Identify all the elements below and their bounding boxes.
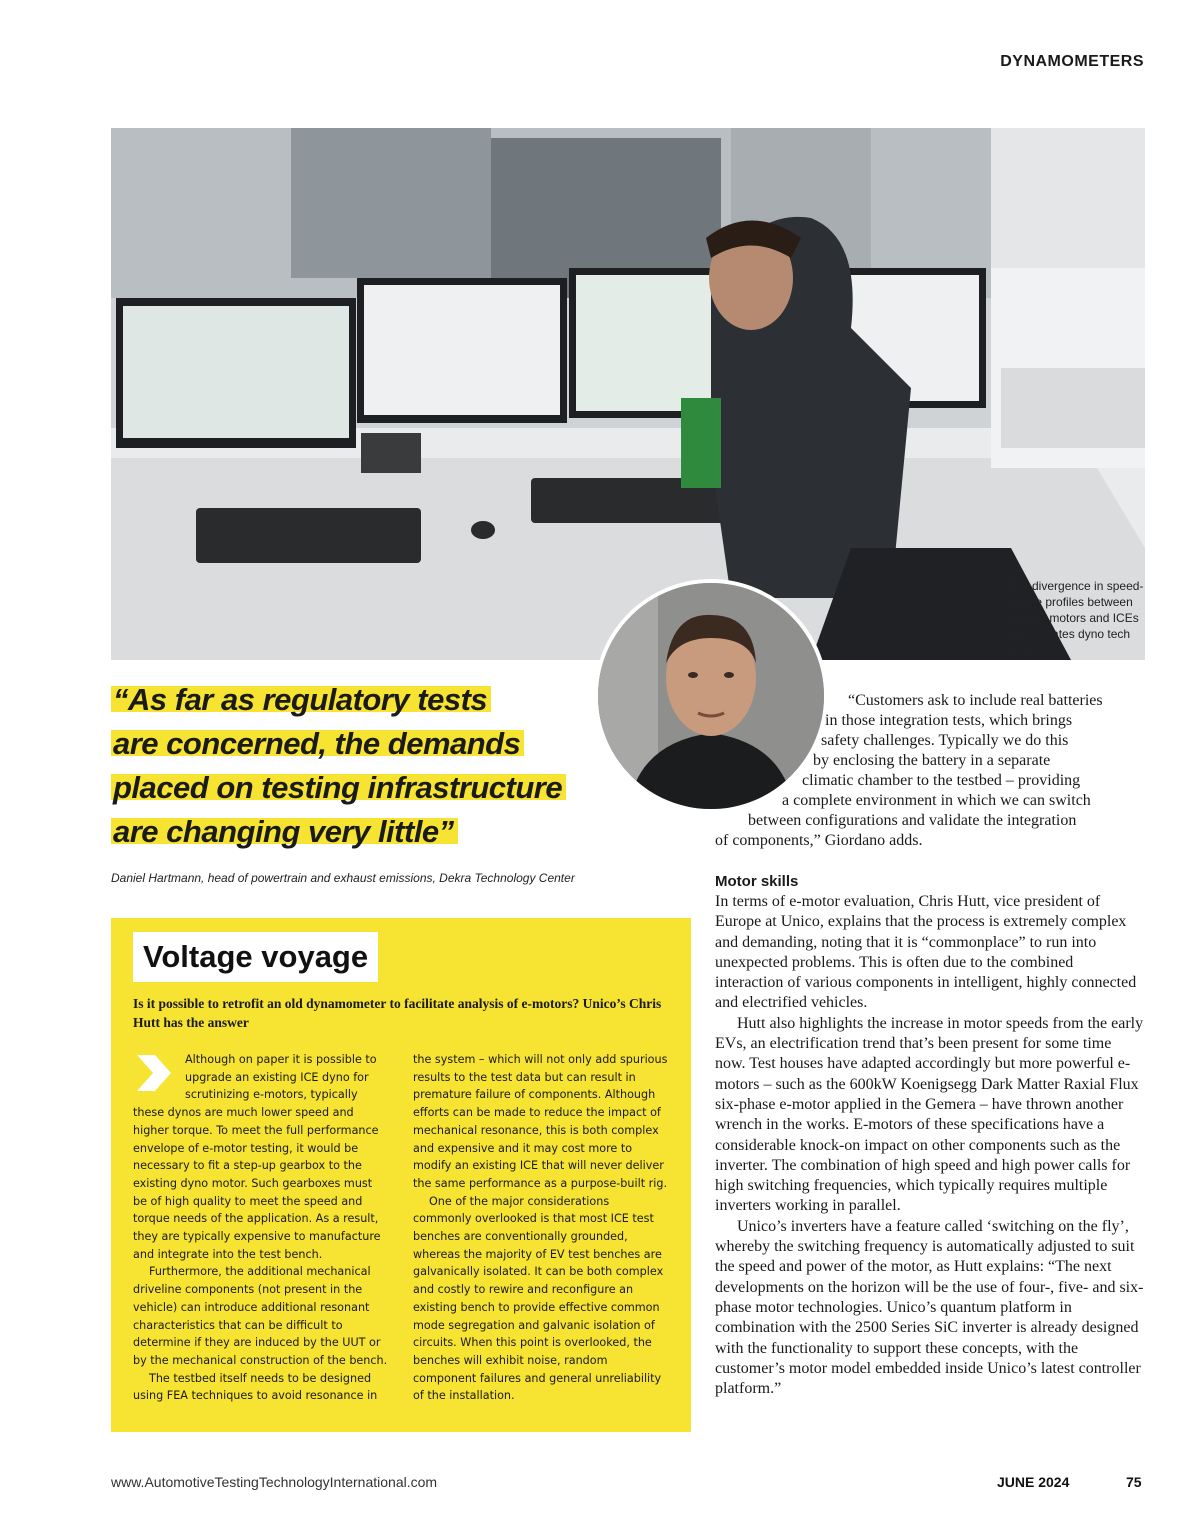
article-paragraph: Unico’s inverters have a feature called ‘switching on the fly’, whereby the switching frequency is automatically adjusted to suit the speed and power of the motor, as Hutt explains: “The next developments on the horizon will be the use of four-, five- and six-phase motor technologies. Unico’s quantum platform in combination with the 2500 Series SiC inverter is already designed with the functionality to support these concepts, with the customer’s motor model embedded inside Unico’s latest controller platform.”	[715, 1217, 1144, 1398]
sidebar-title: Voltage voyage	[143, 939, 369, 974]
footer-url: www.AutomotiveTestingTechnologyInternational.com	[111, 1474, 438, 1490]
sidebar-paragraph: the system – which will not only add spurious results to the test data but can result in premature failure of components. Although efforts can be made to reduce the impact of mechanical resonance, this is both complex and expensive and it may cost more to modify an existing ICE that will never deliver the same performance as a purpose-built rig.	[413, 1053, 668, 1190]
customer-quote	[715, 691, 1145, 851]
quote-line: between configurations and validate the integration	[748, 812, 1077, 829]
article-paragraph: In terms of e-motor evaluation, Chris Hutt, vice president of Europe at Unico, explains that the process is extremely complex and demanding, noting that it is “commonplace” to run into unexpected problems. This is often due to the combined interaction of various components in intelligent, highly connected and electrified vehicles.	[715, 893, 1137, 1012]
sidebar-paragraph: Furthermore, the additional mechanical driveline components (not present in the vehicle) can introduce additional resonant characteristics that can be difficult to determine if they are induced by the UUT or by the mechanical construction of the bench.	[133, 1265, 388, 1367]
sidebar-title-wrap	[133, 932, 378, 982]
sidebar-column-1	[133, 1051, 389, 1405]
article-body	[715, 872, 1145, 1399]
quote-line: by enclosing the battery in a separate	[813, 752, 1051, 769]
photo-caption: The divergence in speed-torque profiles between electric motors and ICEs necessitates dyno tech evolution	[1008, 579, 1144, 657]
sidebar-paragraph: One of the major considerations commonly overlooked is that most ICE test benches are conventionally grounded, whereas the majority of EV test benches are galvanically isolated. It can be both complex and costly to rewire and reconfigure an existing bench to provide effective common mode segregation and galvanic isolation of circuits. When this point is overlooked, the benches will exhibit noise, random component failures and general unreliability of the installation.	[413, 1194, 664, 1403]
quote-line: safety challenges. Typically we do this	[821, 732, 1069, 749]
chevron-right-icon	[133, 1053, 177, 1093]
quote-line: “Customers ask to include real batteries	[848, 692, 1103, 709]
quote-line: in those integration tests, which brings	[825, 712, 1073, 729]
pull-quote-attribution: Daniel Hartmann, head of powertrain and exhaust emissions, Dekra Technology Center	[111, 871, 575, 885]
sidebar-standfirst: Is it possible to retrofit an old dynamometer to facilitate analysis of e-motors? Unico’s Chris Hutt has the answer	[133, 996, 662, 1030]
sidebar-paragraph: The testbed itself needs to be designed using FEA techniques to avoid resonance in	[133, 1371, 378, 1403]
page-number: 75	[1126, 1474, 1142, 1490]
article-paragraph: Hutt also highlights the increase in motor speeds from the early EVs, an electrification trend that’s been present for some time now. Test houses have adapted accordingly but more powerful e-motors – such as the 600kW Koenigsegg Dark Matter Raxial Flux six-phase e-motor applied in the Gemera – have thrown another wrench in the works. E-motors of these specifications have a considerable knock-on impact on other components such as the inverter. The combination of high speed and high power calls for high switching frequencies, which typically requires multiple inverters working in parallel.	[715, 1014, 1144, 1215]
quote-line: climatic chamber to the testbed – providing	[802, 772, 1081, 789]
article-subheading: Motor skills	[715, 873, 799, 890]
sidebar-box	[111, 918, 691, 1432]
footer-date: JUNE 2024	[997, 1474, 1070, 1490]
pull-quote-line: are changing very little”	[111, 814, 458, 849]
pull-quote-line: placed on testing infrastructure	[111, 770, 566, 805]
section-label: DYNAMOMETERS	[1000, 53, 1144, 70]
pull-quote	[111, 678, 601, 854]
pull-quote-line: “As far as regulatory tests	[111, 682, 491, 717]
lab-photo	[111, 128, 1145, 660]
sidebar-column-2	[413, 1051, 669, 1405]
quote-line: of components,” Giordano adds.	[715, 832, 923, 849]
pull-quote-line: are concerned, the demands	[111, 726, 524, 761]
quote-line: a complete environment in which we can switch	[782, 792, 1091, 809]
sidebar-paragraph: Although on paper it is possible to upgrade an existing ICE dyno for scrutinizing e-motors, typically these dynos are much lower speed and higher torque. To meet the full performance envelope of e-motor testing, it would be necessary to fit a step-up gearbox to the existing dyno motor. Such gearboxes must be of high quality to meet the speed and torque needs of the application. As a result, they are typically expensive to manufacture and integrate into the test bench.	[133, 1053, 381, 1261]
